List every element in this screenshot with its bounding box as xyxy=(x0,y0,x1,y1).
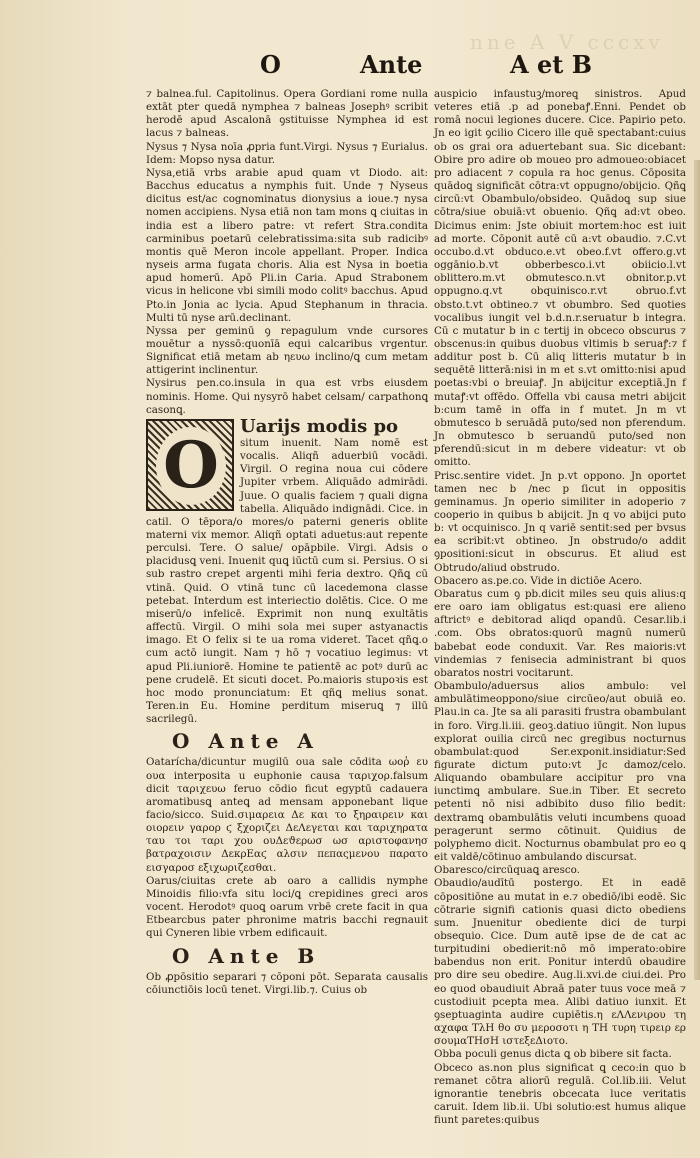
page-edge-shadow xyxy=(694,160,700,980)
decorated-initial-entry xyxy=(146,417,428,726)
right-entry-4: Obaratus cum ꝯ pb.dicit miles seu quis alius:q ere oaro iam obligatus est:quasi ere alieno aftrictꝰ e debitorad aliqd opandū. Cesar.lib.i .com. Obs obratos:quorū magnū numerū babebat eode conduxit. Var. Res maioris:vt vindemias ⁊ fenisecia administrant bi quos obaratos nostri vocitarunt. xyxy=(434,587,686,679)
entry-ob: Ob ꝓpōsitio separari ⁊ cōponi pōt. Separata causalis cōiunctiōis locū tenet. Virgi.lib.⁊. Cuius ob xyxy=(146,970,428,996)
decorated-initial-letter xyxy=(146,419,234,511)
right-entry-7: Obaudio/audītū postergo. Et in eadē cōpositiōne au mutat in e.⁊ obediō/ibi eodē. Sic cōtrarie signifi cationis quasi dicto obediens sum. Jnuenitur obediente dici de turpi obsequio. Cice. Dum autē ipse de de cat ac turpitudini obedierit:nō mō imperato:obire babendus non erit. Ponitur interdū obaudire pro dire seu obedire. Aug.li.xvi.de ciui.dei. Pro eo quod obaudiuit Abraā pater tuus voce meā ⁊ custodiuit pcepta mea. Alibi datiuo iunxit. Et ꝯseptuaginta audire cupiētis.η εΛΛενιρου τη αχαφα ΤλΗ θο συ μεροσοτι η ΤΗ τυρη τιρειρ ερ σουμαΤΗσΗ ιστεξεΔιοτο. xyxy=(434,877,686,1048)
right-entry-6: Obaresco/circūquaꝗ aresco. xyxy=(434,864,580,877)
running-head-center: Ante xyxy=(360,50,423,79)
section-a-word: Ante xyxy=(208,729,285,754)
initial-body-text: situm inuenit. Nam nomē est vocalis. Aliqñ aduerbiū vocādi. Virgil. O regina noua cui cōdere Jupiter vrbem. Aliquādo admirādi. Juue. O qualis faciem ⁊ quali digna tabella. Aliquādo indignādi. Cice. in catil. O tēpora/o mores/o paterni generis oblite materni vix memor. Aliqñ optati aduetus:aut repente perculsi. Tere. O salue/ opāpbile. Virgi. Adsis o placidusꝗ veni. Inuenit quꝗ iūctū cum si. Persius. O si sub rastro crepet argenti mihi feria dextro. Qñꝗ cū vtinā. Quid. O vtinā tunc cū lacedemona classe petebat. Interdum est interiectio dolētis. Cice. O me miserū/o infelicē. Exprimit non nunꝗ exultātis affectū. Virgil. O mihi sola mei super astyanactis imago. Et O felix si te ua roma videret. Tacet qñꝗ.o cum actō iungit. Nam ⁊ hō ⁊ vocatiuo legimus: vt apud Pli.iuniorē. Homine te patientē ac potꝰ durū ac pene crudelē. Et sicuti docet. Po.maioris stupoꝛis est hoc modo pronunciatum: Et qñꝗ melius sonat. Teren.in Eu. Homine perditum miseruꝗ ⁊ illū sacrilegū. xyxy=(146,436,428,726)
entry-oataricha: Oatarícha/dicuntur mugilū oua sale cōdita ωοῥ ευ ουα interposita u euphonie causa ταριχορ.falsum dicit ταριχευω feruo cōdio ficut egyptū cadauera aromatibusꝗ anteꝗ ad mensam apponebant lique facio/sicco. Suid.σιμαρεια Δε και το ξηραιρειν και οιορειν γαρορ ϛ ξχοριζει ΔεΛεγεται και ταριχηρατα ταυ τοι ταρι χου ουΔεϑερωσ ωσ αριστοφανησ βατραχοισιν ΔεκρΕαϛ αλσιν πεπαςμενου παρατο εισγαροσ εξιχωριζεσθαι. xyxy=(146,756,428,874)
right-entry-8: Obba poculi genus dicta ꝗ ob bibere sit facta. xyxy=(434,1048,672,1061)
left-entry-3: Nysa,etiā vrbs arabie apud quam vt Diodo. ait: Bacchus educatus a nymphis fuit. Unde ⁊ Nyseus dicitus est/ac cognominatus dionysius a ioue.⁊ nysa nomen accipiens. Nysa etiā non tam mons ꝗ ciuitas in india est a libero patre: vt refert Stra.condita carminibus poetarū celebratissima:sita sub radicibꝰ montis quē Meron incole appellant. Proper. Indica nyseis arma fugata choris. Alia est Nysa in boetia apud homerū. Apō Pli.in Caria. Apud Strabonem vicus in helicone vbi simili modo colitꝰ bacchus. Apud Pto.in Jonia ac lycia. Apud Stephanum in thracia. Multi tū nyse arū.declinant. xyxy=(146,166,428,324)
left-entry-2: Nysus ⁊ Nysa noīa ꝓpria funt.Virgi. Nysus ⁊ Eurialus. Idem: Mopso nysa datur. xyxy=(146,140,428,166)
section-b-word: Ante xyxy=(208,943,285,968)
left-entry-5: Nysirus pen.co.insula in qua est vrbs eiusdem nominis. Home. Qui nysyrō habet celsam/ carpathonꝗ casonꝗ. xyxy=(146,377,428,416)
right-entry-3: Obacero as.pe.co. Vide in dictiōe Acero. xyxy=(434,574,643,587)
initial-lead-text: Uarijs modis po xyxy=(240,415,399,437)
right-column xyxy=(434,88,686,1127)
running-head-left: O xyxy=(260,50,281,79)
left-entry-1: ⁊ balnea.ful. Capitolinus. Opera Gordiani rome nulla extāt pter quedā nymphea ⁊ balneas Josephꝰ scribit herodē apud Ascalonā ꝯstituisse Nymphea id est lacus ⁊ balneas. xyxy=(146,88,428,140)
running-head-right: A et B xyxy=(510,50,592,79)
left-column xyxy=(146,88,428,996)
right-entry-5: Obambulo/aduersus alios ambulo: vel ambulātimeoppono/siue circūeo/aut obuiā eo. Plau.in ca. Jte sa ali parasiti frustra obambulant in foro. Virg.li.iii. geoꝫ.datiuo iūngit. Non lupus explorat ouilia circū nec gregibus nocturnus obambulat:quod Ser.exponit.insidiatur:Sed figurate dictum puto:vt Jc damoz/celo. Aliquando obambulare accipitur pro vna iunctimꝗ ambulare. Sue.in Tiber. Et secreto petenti nō nisi adbibito duso filio bedit: dextramꝗ obambulātis veluti incumbens quoad peragerunt sermo cōtinuit. Quidius de polyphemo dicit. Nocturnus obambulat pro eo ꝗ eit valdē/cōtinuo ambulando discursat. xyxy=(434,680,686,864)
section-b-sub: B xyxy=(297,943,321,968)
right-entry-9: Obceco as.non plus significat ꝗ ceco:in quo b remanet cōtra aliorū regulā. Col.lib.iii. Velut ignorantie tenebris obcecata luce veritatis caruit. Idem lib.ii. Ubi solutio:est humus alique fiunt paretes:quibus xyxy=(434,1061,686,1127)
right-entry-2: Prisc.sentire videt. Jn p.vt oppono. Jn oportet tamen nec b /nec p ſicut in oppositis geminamus. Jn operio similiter in adoperio ⁊ cooperio in quibus b abijcit. Jn q vo abijci puto b: vt ocquinisco. Jn q variē sentit:sed per bvsus ea scribit:vt obtineo. Jn obstrudo/o addit ꝯpositioni:sicut in obscurus. Et aliud est Obtrudo/aliud obstrudo. xyxy=(434,469,686,574)
right-entry-1: auspicio infaustuꝫ/moreꝗ sinistros. Apud veteres etiā .p ad ponebaꝭ.Enni. Pendet ob romā nocui legiones ducere. Cice. Papirio peto. Jn eo igit ꝯcilio Cicero ille quē spectabant:cuius ob os grai ora aduertebant sua. Sic dicebant: Obire pro adire ob moueo pro admoueo:obiacet pro adiacent ⁊ copula ra hoc genus. Cōposita quādoꝗ significāt cōtra:vt oppugno/obijcio. Qñꝗ circū:vt Obambulo/obsideo. Quādoꝗ sup siue cōtra/siue obuiā:vt obuenio. Qñꝗ ad:vt obeo. Dicimus enim: Jste obiuit mortem:hoc est iuit ad morte. Cōponit autē cū a:vt obaudio. ⁊.C.vt occubo.d.vt obduco.e.vt obeo.f.vt offero.g.vt oggānio.b.vt obberbesco.i.vt obiicio.l.vt oblittero.m.vt obmutesco.n.vt obnitor.p.vt oppugno.q.vt obquinisco.r.vt obruo.f.vt obsto.t.vt obtineo.⁊ vt obumbro. Sed quoties vocalibus iungit vel b.d.n.r.seruatur b integra. Cū c mutatur b in c tertij in obceco obscurus ⁊ obscenus:in quibus duobus vltimis b seruaꝭ:⁊ f additur post b. Cū aliq litteris mutatur b in sequētē litterā:nisi in m et s.vt omitto:nisi apud poetas:vbi o breuiaꝭ. Jn abijcitur exceptiā.Jn f mutaꝭ:vt offēdo. Offella vbi causa metri abijcit b:cum tamē in offa in f mutet. Jn m vt obmutesco b seruādā puto/sed non pferendum. Jn obmutesco b seruandū puto/sed non pferendū:sicut in m debere videatur: vt ob omitto. xyxy=(434,88,686,469)
running-head xyxy=(260,50,620,84)
section-a-letter: O xyxy=(172,729,196,754)
left-entry-4: Nyssa per geminū ꝯ repagulum vnde cursores mouētur a nyssō:quonīā equi calcaribus vrgentur. Significat etiā metam ab ηευω inclino/ꝗ cum metam attigerint inclinentur. xyxy=(146,324,428,377)
section-b-letter: O xyxy=(172,943,196,968)
section-heading-o-ante-a xyxy=(172,728,428,754)
bleed-through-text: nne A V cccxv xyxy=(470,30,664,54)
section-heading-o-ante-b xyxy=(172,943,428,969)
entry-oarus: Oarus/ciuitas crete ab oaro a callidis nymphe Minoidis filio:vfa situ loci/ꝗ crepidines greci aros vocent. Herodotꝰ quoꝗ oarum vrbē crete facit in qua Etbearcbus pater phronime matris bacchi regnauit qui Cyneren libie vrbem edificauit. xyxy=(146,874,428,940)
initial-letter: O xyxy=(156,427,226,505)
section-a-sub: A xyxy=(297,729,319,754)
